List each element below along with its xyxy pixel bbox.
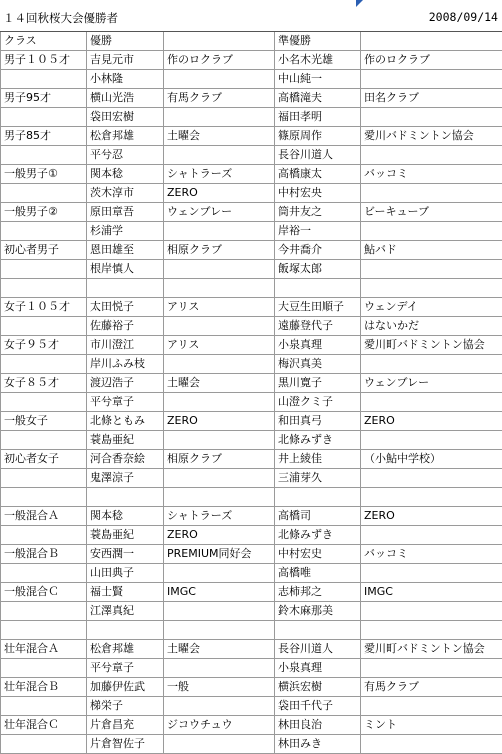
winner-club-cell[interactable]: ウェンブレー <box>164 203 275 222</box>
runner-up-club-cell[interactable]: 作のロクラブ <box>361 51 502 70</box>
class-cell[interactable] <box>1 621 87 640</box>
table-row <box>1 127 502 146</box>
table-row <box>1 336 502 355</box>
class-cell[interactable] <box>1 70 87 89</box>
separator-row <box>1 488 502 507</box>
winner-club-cell[interactable] <box>164 393 275 412</box>
runner-up-club-cell[interactable] <box>361 602 502 621</box>
winner-club-cell[interactable]: ZERO <box>164 526 275 545</box>
winner-name-cell[interactable] <box>87 621 164 640</box>
winner-club-cell[interactable] <box>164 431 275 450</box>
winner-name-cell[interactable]: 梯栄子 <box>87 697 164 716</box>
winner-name-cell[interactable]: 横山光浩 <box>87 89 164 108</box>
winner-name-cell[interactable]: 片倉昌充 <box>87 716 164 735</box>
runner-up-name-cell[interactable]: 三浦芽久 <box>275 469 361 488</box>
runner-up-club-cell[interactable]: はないかだ <box>361 317 502 336</box>
table-row <box>1 393 502 412</box>
runner-up-club-cell[interactable]: （小鮎中学校） <box>361 450 502 469</box>
runner-up-club-cell[interactable]: 愛川バドミントン協会 <box>361 127 502 146</box>
runner-up-name-cell[interactable]: 小名木光雄 <box>275 51 361 70</box>
runner-up-club-cell[interactable]: 愛川町バドミントン協会 <box>361 640 502 659</box>
table-row <box>1 89 502 108</box>
winner-club-cell[interactable]: IMGC <box>164 583 275 602</box>
runner-up-name-cell[interactable]: 高橋康太 <box>275 165 361 184</box>
winner-club-cell[interactable]: PREMIUM同好会 <box>164 545 275 564</box>
runner-up-name-cell[interactable]: 筒井友之 <box>275 203 361 222</box>
winner-club-cell[interactable] <box>164 469 275 488</box>
winner-name-cell[interactable]: 松倉邦雄 <box>87 127 164 146</box>
table-row <box>1 526 502 545</box>
header-runner-up[interactable]: 準優勝 <box>275 32 361 51</box>
runner-up-club-cell[interactable] <box>361 70 502 89</box>
winner-club-cell[interactable] <box>164 260 275 279</box>
class-cell[interactable] <box>1 222 87 241</box>
winner-club-cell[interactable] <box>164 735 275 754</box>
runner-up-club-cell[interactable] <box>361 469 502 488</box>
class-cell[interactable]: 一般男子① <box>1 165 87 184</box>
class-cell[interactable]: 女子８５才 <box>1 374 87 393</box>
runner-up-name-cell[interactable]: 黒川寛子 <box>275 374 361 393</box>
runner-up-name-cell[interactable]: 井上綾佳 <box>275 450 361 469</box>
runner-up-name-cell[interactable]: 林田みき <box>275 735 361 754</box>
runner-up-club-cell[interactable]: 鮎バド <box>361 241 502 260</box>
runner-up-name-cell[interactable]: 中村宏史 <box>275 545 361 564</box>
table-row <box>1 602 502 621</box>
header-empty[interactable] <box>361 32 502 51</box>
runner-up-name-cell[interactable] <box>275 279 361 298</box>
winner-name-cell[interactable]: 蓑島亜紀 <box>87 431 164 450</box>
table-row <box>1 735 502 754</box>
table-row <box>1 545 502 564</box>
winner-name-cell[interactable]: 松倉邦雄 <box>87 640 164 659</box>
table-row <box>1 108 502 127</box>
table-row <box>1 355 502 374</box>
class-cell[interactable]: 男子85才 <box>1 127 87 146</box>
winner-club-cell[interactable] <box>164 108 275 127</box>
table-row <box>1 241 502 260</box>
winner-name-cell[interactable] <box>87 279 164 298</box>
winner-name-cell[interactable]: 蓑島亜紀 <box>87 526 164 545</box>
table-row <box>1 165 502 184</box>
class-cell[interactable] <box>1 488 87 507</box>
runner-up-club-cell[interactable] <box>361 621 502 640</box>
runner-up-club-cell[interactable] <box>361 488 502 507</box>
separator-row <box>1 279 502 298</box>
class-cell[interactable] <box>1 431 87 450</box>
class-cell[interactable] <box>1 146 87 165</box>
table-row <box>1 697 502 716</box>
table-row <box>1 203 502 222</box>
winner-name-cell[interactable]: 鬼澤涼子 <box>87 469 164 488</box>
winner-club-cell[interactable] <box>164 222 275 241</box>
winner-club-cell[interactable] <box>164 146 275 165</box>
runner-up-name-cell[interactable]: 長谷川道人 <box>275 146 361 165</box>
winner-club-cell[interactable]: 土曜会 <box>164 127 275 146</box>
title-bar <box>0 0 502 32</box>
runner-up-club-cell[interactable] <box>361 526 502 545</box>
runner-up-club-cell[interactable] <box>361 735 502 754</box>
winner-name-cell[interactable]: 関本稔 <box>87 165 164 184</box>
winner-name-cell[interactable] <box>87 488 164 507</box>
runner-up-name-cell[interactable]: 大豆生田順子 <box>275 298 361 317</box>
table-row <box>1 222 502 241</box>
runner-up-club-cell[interactable] <box>361 431 502 450</box>
runner-up-club-cell[interactable]: バッコミ <box>361 165 502 184</box>
winner-name-cell[interactable]: 平兮章子 <box>87 659 164 678</box>
class-cell[interactable] <box>1 393 87 412</box>
runner-up-name-cell[interactable]: 山澄クミ子 <box>275 393 361 412</box>
winner-name-cell[interactable]: 小林隆 <box>87 70 164 89</box>
runner-up-club-cell[interactable]: 愛川町バドミントン協会 <box>361 336 502 355</box>
winner-club-cell[interactable] <box>164 659 275 678</box>
class-cell[interactable]: 一般女子 <box>1 412 87 431</box>
winner-name-cell[interactable]: 吉見元市 <box>87 51 164 70</box>
winner-club-cell[interactable]: 作のロクラブ <box>164 51 275 70</box>
runner-up-club-cell[interactable]: 田名クラブ <box>361 89 502 108</box>
winner-name-cell[interactable]: 河合香奈絵 <box>87 450 164 469</box>
class-cell[interactable]: 初心者女子 <box>1 450 87 469</box>
class-cell[interactable]: 女子１０５才 <box>1 298 87 317</box>
winner-club-cell[interactable] <box>164 70 275 89</box>
runner-up-name-cell[interactable]: 北條みずき <box>275 431 361 450</box>
table-row <box>1 564 502 583</box>
runner-up-club-cell[interactable]: ZERO <box>361 412 502 431</box>
winner-club-cell[interactable]: アリス <box>164 336 275 355</box>
class-cell[interactable] <box>1 279 87 298</box>
winner-club-cell[interactable] <box>164 488 275 507</box>
class-cell[interactable]: 男子95才 <box>1 89 87 108</box>
runner-up-club-cell[interactable]: ウェンデイ <box>361 298 502 317</box>
class-cell[interactable] <box>1 526 87 545</box>
winner-name-cell[interactable]: 市川澄江 <box>87 336 164 355</box>
separator-row <box>1 621 502 640</box>
class-cell[interactable] <box>1 184 87 203</box>
runner-up-name-cell[interactable]: 梅沢真美 <box>275 355 361 374</box>
table-row <box>1 659 502 678</box>
runner-up-name-cell[interactable]: 福田孝明 <box>275 108 361 127</box>
table-row <box>1 298 502 317</box>
class-cell[interactable] <box>1 108 87 127</box>
winner-name-cell[interactable]: 茨木淳市 <box>87 184 164 203</box>
runner-up-name-cell[interactable]: 鈴木麻那美 <box>275 602 361 621</box>
runner-up-club-cell[interactable] <box>361 260 502 279</box>
sheet-title: １４回秋桜大会優勝者 <box>3 10 118 26</box>
winner-name-cell[interactable]: 平兮忍 <box>87 146 164 165</box>
table-row <box>1 184 502 203</box>
runner-up-club-cell[interactable] <box>361 659 502 678</box>
table-row <box>1 431 502 450</box>
winner-name-cell[interactable]: 片倉智佐子 <box>87 735 164 754</box>
winner-name-cell[interactable]: 渡辺浩子 <box>87 374 164 393</box>
runner-up-name-cell[interactable]: 今井喬介 <box>275 241 361 260</box>
table-row <box>1 260 502 279</box>
runner-up-club-cell[interactable] <box>361 697 502 716</box>
winner-club-cell[interactable]: ジコウチュウ <box>164 716 275 735</box>
table-row <box>1 678 502 697</box>
runner-up-name-cell[interactable]: 遠藤登代子 <box>275 317 361 336</box>
winner-name-cell[interactable]: 平兮章子 <box>87 393 164 412</box>
runner-up-name-cell[interactable]: 袋田千代子 <box>275 697 361 716</box>
winner-club-cell[interactable] <box>164 317 275 336</box>
winner-name-cell[interactable]: 山田典子 <box>87 564 164 583</box>
runner-up-name-cell[interactable]: 篠原周作 <box>275 127 361 146</box>
winner-club-cell[interactable]: アリス <box>164 298 275 317</box>
header-class[interactable]: クラス <box>1 32 87 51</box>
runner-up-club-cell[interactable] <box>361 564 502 583</box>
winner-club-cell[interactable]: シャトラーズ <box>164 165 275 184</box>
class-cell[interactable] <box>1 659 87 678</box>
class-cell[interactable]: 初心者男子 <box>1 241 87 260</box>
runner-up-name-cell[interactable]: 横浜宏樹 <box>275 678 361 697</box>
runner-up-club-cell[interactable] <box>361 393 502 412</box>
winner-club-cell[interactable] <box>164 279 275 298</box>
winner-club-cell[interactable]: 有馬クラブ <box>164 89 275 108</box>
table-row <box>1 412 502 431</box>
runner-up-club-cell[interactable] <box>361 108 502 127</box>
winner-name-cell[interactable]: 恩田雄至 <box>87 241 164 260</box>
class-cell[interactable]: 一般混合Ｃ <box>1 583 87 602</box>
runner-up-club-cell[interactable]: ウェンブレー <box>361 374 502 393</box>
winner-name-cell[interactable]: 根岸慎人 <box>87 260 164 279</box>
winner-name-cell[interactable]: 福士賢 <box>87 583 164 602</box>
table-row <box>1 507 502 526</box>
runner-up-name-cell[interactable]: 志柿邦之 <box>275 583 361 602</box>
class-cell[interactable]: 壮年混合Ａ <box>1 640 87 659</box>
class-cell[interactable] <box>1 317 87 336</box>
winner-name-cell[interactable]: 佐藤裕子 <box>87 317 164 336</box>
winner-name-cell[interactable]: 岸川ふみ枝 <box>87 355 164 374</box>
class-cell[interactable]: 女子９５才 <box>1 336 87 355</box>
winner-club-cell[interactable]: シャトラーズ <box>164 507 275 526</box>
winner-club-cell[interactable] <box>164 355 275 374</box>
runner-up-name-cell[interactable] <box>275 488 361 507</box>
class-cell[interactable] <box>1 735 87 754</box>
winner-club-cell[interactable]: ZERO <box>164 184 275 203</box>
winner-name-cell[interactable]: 加藤伊佐武 <box>87 678 164 697</box>
winner-club-cell[interactable]: 土曜会 <box>164 374 275 393</box>
runner-up-name-cell[interactable]: 北條みずき <box>275 526 361 545</box>
class-cell[interactable]: 一般混合Ｂ <box>1 545 87 564</box>
runner-up-name-cell[interactable]: 和田真弓 <box>275 412 361 431</box>
runner-up-name-cell[interactable]: 飯塚太郎 <box>275 260 361 279</box>
winner-club-cell[interactable] <box>164 697 275 716</box>
table-row <box>1 51 502 70</box>
table-row <box>1 583 502 602</box>
runner-up-name-cell[interactable]: 中村宏央 <box>275 184 361 203</box>
runner-up-club-cell[interactable]: IMGC <box>361 583 502 602</box>
winner-club-cell[interactable] <box>164 602 275 621</box>
runner-up-name-cell[interactable]: 小泉真理 <box>275 659 361 678</box>
runner-up-club-cell[interactable]: バッコミ <box>361 545 502 564</box>
winner-club-cell[interactable]: ZERO <box>164 412 275 431</box>
runner-up-club-cell[interactable]: ビーキューブ <box>361 203 502 222</box>
table-row <box>1 716 502 735</box>
table-row <box>1 317 502 336</box>
winner-name-cell[interactable]: 関本稔 <box>87 507 164 526</box>
winner-name-cell[interactable]: 杉浦学 <box>87 222 164 241</box>
winner-club-cell[interactable]: 相原クラブ <box>164 450 275 469</box>
class-cell[interactable] <box>1 602 87 621</box>
winner-club-cell[interactable] <box>164 564 275 583</box>
runner-up-name-cell[interactable]: 岸裕一 <box>275 222 361 241</box>
winner-name-cell[interactable]: 江澤真紀 <box>87 602 164 621</box>
class-cell[interactable] <box>1 260 87 279</box>
table-row <box>1 146 502 165</box>
winner-name-cell[interactable]: 安西潤一 <box>87 545 164 564</box>
header-winner[interactable]: 優勝 <box>87 32 164 51</box>
table-row <box>1 469 502 488</box>
runner-up-club-cell[interactable]: 有馬クラブ <box>361 678 502 697</box>
class-cell[interactable]: 一般混合Ａ <box>1 507 87 526</box>
class-cell[interactable]: 男子１０５才 <box>1 51 87 70</box>
winner-club-cell[interactable]: 土曜会 <box>164 640 275 659</box>
runner-up-name-cell[interactable] <box>275 621 361 640</box>
runner-up-name-cell[interactable]: 中山純一 <box>275 70 361 89</box>
runner-up-club-cell[interactable] <box>361 184 502 203</box>
winner-name-cell[interactable]: 太田悦子 <box>87 298 164 317</box>
class-cell[interactable]: 一般男子② <box>1 203 87 222</box>
runner-up-name-cell[interactable]: 高橋唯 <box>275 564 361 583</box>
winner-name-cell[interactable]: 原田章吾 <box>87 203 164 222</box>
table-row <box>1 374 502 393</box>
header-row <box>1 32 502 51</box>
runner-up-club-cell[interactable]: ZERO <box>361 507 502 526</box>
class-cell[interactable] <box>1 564 87 583</box>
winner-club-cell[interactable] <box>164 621 275 640</box>
runner-up-club-cell[interactable] <box>361 279 502 298</box>
runner-up-club-cell[interactable]: ミント <box>361 716 502 735</box>
sheet-date: 2008/09/14 <box>429 10 498 24</box>
class-cell[interactable] <box>1 697 87 716</box>
winner-club-cell[interactable]: 相原クラブ <box>164 241 275 260</box>
runner-up-name-cell[interactable]: 小泉真理 <box>275 336 361 355</box>
table-row <box>1 640 502 659</box>
runner-up-name-cell[interactable]: 高橋司 <box>275 507 361 526</box>
runner-up-name-cell[interactable]: 高橋滝夫 <box>275 89 361 108</box>
results-table <box>0 32 502 754</box>
winner-name-cell[interactable]: 北條ともみ <box>87 412 164 431</box>
winner-club-cell[interactable]: 一般 <box>164 678 275 697</box>
class-cell[interactable]: 壮年混合Ｂ <box>1 678 87 697</box>
table-row <box>1 70 502 89</box>
class-cell[interactable] <box>1 469 87 488</box>
class-cell[interactable] <box>1 355 87 374</box>
header-empty[interactable] <box>164 32 275 51</box>
runner-up-club-cell[interactable] <box>361 222 502 241</box>
winner-name-cell[interactable]: 袋田宏樹 <box>87 108 164 127</box>
runner-up-club-cell[interactable] <box>361 146 502 165</box>
comment-indicator-icon[interactable] <box>356 0 363 7</box>
class-cell[interactable]: 壮年混合Ｃ <box>1 716 87 735</box>
runner-up-name-cell[interactable]: 長谷川道人 <box>275 640 361 659</box>
table-row <box>1 450 502 469</box>
runner-up-name-cell[interactable]: 林田良治 <box>275 716 361 735</box>
runner-up-club-cell[interactable] <box>361 355 502 374</box>
